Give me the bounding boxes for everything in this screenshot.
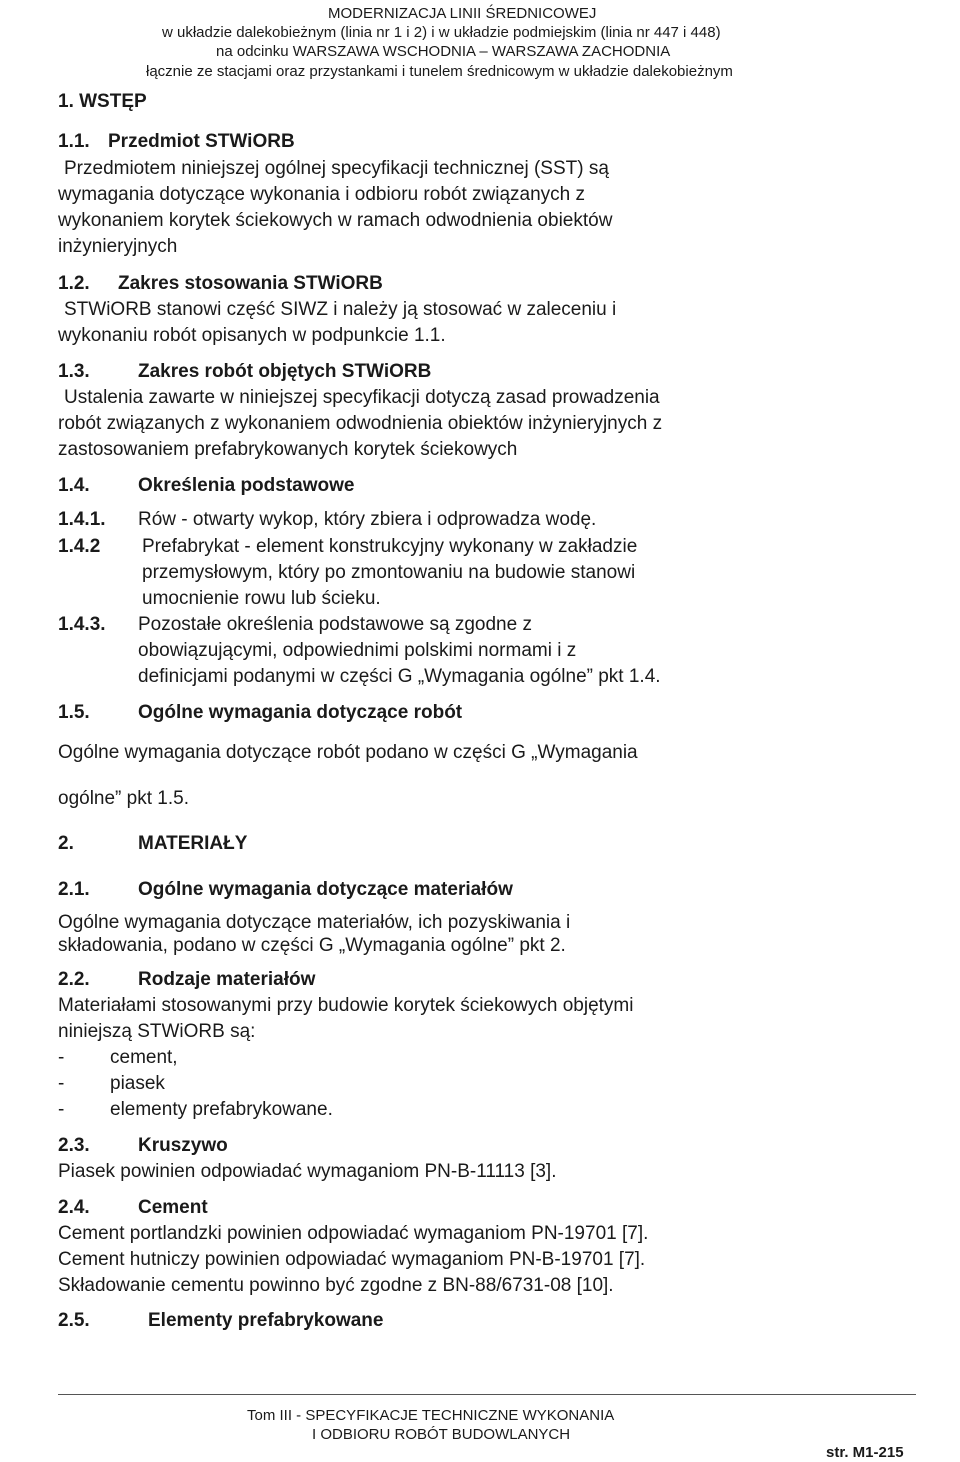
paragraph-line: Cement portlandzki powinien odpowiadać wymaganiom PN-19701 [7]. xyxy=(58,1223,649,1244)
header-line-4: łącznie ze stacjami oraz przystankami i tunelem średnicowym w układzie dalekobieżnym xyxy=(146,63,733,80)
section-1-1-number: 1.1. xyxy=(58,131,90,152)
definition-3-line: definicjami podanymi w części G „Wymagania ogólne” pkt 1.4. xyxy=(138,666,661,687)
paragraph-line: Materiałami stosowanymi przy budowie korytek ściekowych objętymi xyxy=(58,995,634,1016)
section-1-2-number: 1.2. xyxy=(58,273,90,294)
definition-2-number: 1.4.2 xyxy=(58,536,101,557)
list-item-dash: - xyxy=(58,1073,65,1094)
header-line-2: w układzie dalekobieżnym (linia nr 1 i 2) i w układzie podmiejskim (linia nr 447 i 448) xyxy=(162,24,721,41)
paragraph-line: Ustalenia zawarte w niniejszej specyfikacji dotyczą zasad prowadzenia xyxy=(64,387,660,408)
paragraph-line: robót związanych z wykonaniem odwodnienia obiektów inżynieryjnych z xyxy=(58,413,663,434)
section-2-3-number: 2.3. xyxy=(58,1135,90,1156)
paragraph-line: ogólne” pkt 1.5. xyxy=(58,788,189,809)
section-1-2-title: Zakres stosowania STWiORB xyxy=(118,273,383,294)
list-item-dash: - xyxy=(58,1047,65,1068)
section-2-5-title: Elementy prefabrykowane xyxy=(148,1310,384,1331)
paragraph-line: STWiORB stanowi część SIWZ i należy ją stosować w zaleceniu i xyxy=(64,299,617,320)
list-item: piasek xyxy=(110,1073,165,1094)
section-1-3-number: 1.3. xyxy=(58,361,90,382)
list-item: elementy prefabrykowane. xyxy=(110,1099,333,1120)
paragraph-line: Składowanie cementu powinno być zgodne z BN-88/6731-08 [10]. xyxy=(58,1275,614,1296)
paragraph-line: Ogólne wymagania dotyczące robót podano w części G „Wymagania xyxy=(58,742,638,763)
paragraph-line: składowania, podano w części G „Wymagania ogólne” pkt 2. xyxy=(58,935,566,956)
definition-1-text: Rów - otwarty wykop, który zbiera i odprowadza wodę. xyxy=(138,509,597,530)
section-1-5-number: 1.5. xyxy=(58,702,90,723)
section-1-4-title: Określenia podstawowe xyxy=(138,475,355,496)
paragraph-line: Piasek powinien odpowiadać wymaganiom PN-B-11113 [3]. xyxy=(58,1161,557,1182)
paragraph-line: Cement hutniczy powinien odpowiadać wymaganiom PN-B-19701 [7]. xyxy=(58,1249,646,1270)
section-1-1-title: Przedmiot STWiORB xyxy=(108,131,295,152)
definition-2-line: przemysłowym, który po zmontowaniu na budowie stanowi xyxy=(142,562,636,583)
paragraph-line: Ogólne wymagania dotyczące materiałów, ich pozyskiwania i xyxy=(58,912,571,933)
section-1-title: 1. WSTĘP xyxy=(58,91,147,112)
section-1-3-title: Zakres robót objętych STWiORB xyxy=(138,361,432,382)
paragraph-line: wykonaniu robót opisanych w podpunkcie 1.1. xyxy=(58,325,446,346)
list-item: cement, xyxy=(110,1047,178,1068)
header-line-3: na odcinku WARSZAWA WSCHODNIA – WARSZAWA ZACHODNIA xyxy=(216,43,671,60)
section-2-4-number: 2.4. xyxy=(58,1197,90,1218)
section-2-number: 2. xyxy=(58,833,74,854)
paragraph-line: inżynieryjnych xyxy=(58,236,178,257)
paragraph-line: Przedmiotem niniejszej ogólnej specyfikacji technicznej (SST) są xyxy=(64,158,609,179)
definition-3-number: 1.4.3. xyxy=(58,614,106,635)
section-1-4-number: 1.4. xyxy=(58,475,90,496)
paragraph-line: wymagania dotyczące wykonania i odbioru robót związanych z xyxy=(58,184,585,205)
definition-3-line: Pozostałe określenia podstawowe są zgodne z xyxy=(138,614,532,635)
paragraph-line: wykonaniem korytek ściekowych w ramach odwodnienia obiektów xyxy=(58,210,613,231)
definition-3-line: obowiązującymi, odpowiednimi polskimi normami i z xyxy=(138,640,577,661)
list-item-dash: - xyxy=(58,1099,65,1120)
paragraph-line: zastosowaniem prefabrykowanych korytek ściekowych xyxy=(58,439,518,460)
footer-divider xyxy=(58,1394,916,1395)
section-1-5-title: Ogólne wymagania dotyczące robót xyxy=(138,702,463,723)
section-2-1-title: Ogólne wymagania dotyczące materiałów xyxy=(138,879,513,900)
footer-line-2: I ODBIORU ROBÓT BUDOWLANYCH xyxy=(312,1426,571,1443)
definition-1-number: 1.4.1. xyxy=(58,509,106,530)
section-2-2-title: Rodzaje materiałów xyxy=(138,969,316,990)
definition-2-line: umocnienie rowu lub ścieku. xyxy=(142,588,381,609)
page-number: str. M1-215 xyxy=(826,1444,904,1461)
section-2-1-number: 2.1. xyxy=(58,879,90,900)
section-2-title: MATERIAŁY xyxy=(138,833,248,854)
footer-line-1: Tom III - SPECYFIKACJE TECHNICZNE WYKONANIA xyxy=(247,1407,615,1424)
section-2-3-title: Kruszywo xyxy=(138,1135,228,1156)
section-2-5-number: 2.5. xyxy=(58,1310,90,1331)
header-line-1: MODERNIZACJA LINII ŚREDNICOWEJ xyxy=(328,5,597,22)
section-2-2-number: 2.2. xyxy=(58,969,90,990)
definition-2-line: Prefabrykat - element konstrukcyjny wykonany w zakładzie xyxy=(142,536,638,557)
paragraph-line: niniejszą STWiORB są: xyxy=(58,1021,256,1042)
section-2-4-title: Cement xyxy=(138,1197,208,1218)
